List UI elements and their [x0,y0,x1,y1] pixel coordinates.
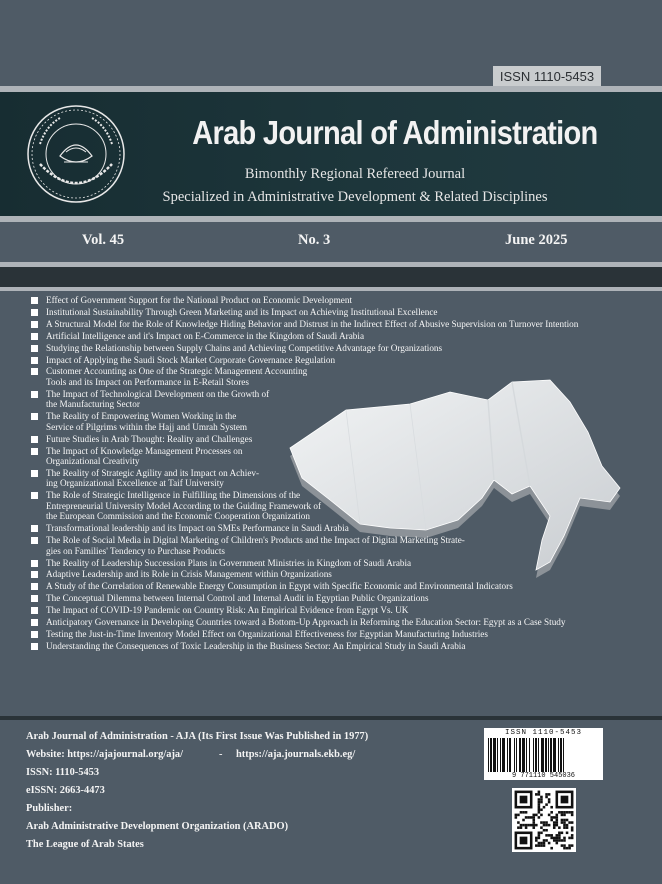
footer-website-link-2[interactable]: https://aja.journals.ekb.eg/ [236,749,356,760]
toc-bullet [31,537,38,544]
toc-entry-line: Studying the Relationship between Supply Chains and Achieving Competitive Advantage for Organizations [46,342,443,353]
arado-seal-logo [26,104,126,204]
volume-label: Vol. 45 [82,232,125,248]
toc-bullet [31,560,38,567]
toc-entry-line: Future Studies in Arab Thought: Reality and Challenges [46,433,253,444]
toc-entry-line: The Reality of Empowering Women Working in the [46,411,237,422]
toc-bullet [31,492,38,499]
barcode [484,728,603,780]
toc-entry-line: Organizational Creativity [46,456,140,466]
footer-journal-info: Arab Journal of Administration - AJA (Its First Issue Was Published in 1977) [26,731,369,742]
barcode-issn-text: ISSN 1110-5453 [504,729,582,737]
barcode-bars [488,738,599,772]
issue-number-label: No. 3 [298,232,331,248]
toc-bullet [31,583,38,590]
footer-publisher: Arab Administrative Development Organization (ARADO) [26,821,289,832]
footer-website-separator: - [219,749,223,760]
toc-entry-line: ing Organizational Excellence at Taif University [46,478,224,489]
toc-entry-line: The Reality of Strategic Agility and its Impact on Achiev- [46,467,260,478]
toc-entry-line: Service of Pilgrims within the Hajj and Umrah System [46,421,248,432]
toc-entry-line: The Impact of Knowledge Management Processes on [46,445,243,456]
toc-entry-line: Tools and its Impact on Performance in E-Retail Stores [46,376,249,387]
journal-subtitle-frequency: Bimonthly Regional Refereed Journal [244,166,466,182]
barcode-digits: 9 771110 545036 [511,772,575,780]
issn-tag: ISSN 1110-5453 [493,66,601,86]
toc-bullet [31,631,38,638]
divider-band [0,267,662,287]
divider-rule-lower [0,287,662,291]
toc-entry-line: The Role of Strategic Intelligence in Fulfilling the Dimensions of the [46,490,301,501]
journal-title: Arab Journal of Administration [192,114,598,151]
toc-bullet [31,436,38,443]
journal-subtitle-scope: Specialized in Administrative Development & Related Disciplines [162,189,548,205]
toc-bullet [31,321,38,328]
toc-entry-line: The Impact of Technological Development on the Growth of [46,388,270,399]
toc-entry-line: the Manufacturing Sector [46,399,140,410]
footer-league: The League of Arab States [26,839,144,850]
toc-bullet [31,368,38,375]
toc-entry-line: Customer Accounting as One of the Strategic Management Accounting [46,366,308,377]
toc-entry-line: Artificial Intelligence and it's Impact on E-Commerce in the Kingdom of Saudi Arabia [46,330,365,341]
toc-entry-line: Testing the Just-in-Time Inventory Model Effect on Organizational Effectiveness for Egyptian Manufacturing Industries [46,628,488,639]
toc-bullet [31,607,38,614]
toc-entry-line: Understanding the Consequences of Toxic Leadership in the Business Sector: An Empirical Study in Saudi Arabia [46,640,466,651]
toc-entry-line: Adaptive Leadership and its Role in Crisis Management within Organizations [46,569,332,580]
toc-bullet [31,391,38,398]
table-of-contents [0,295,662,695]
toc-entry-line: A Study of the Correlation of Renewable Energy Consumption in Egypt with Specific Economic and Environmental Indicators [46,581,513,592]
footer-website-link[interactable]: Website: https://ajajournal.org/aja/ [26,749,184,760]
toc-bullet [31,333,38,340]
toc-bullet [31,309,38,316]
qr-code[interactable] [512,788,576,852]
toc-entry-line: Transformational leadership and its Impact on SMEs Performance in Saudi Arabia [46,523,349,534]
toc-bullet [31,297,38,304]
toc-bullet [31,357,38,364]
toc-entry-line: A Structural Model for the Role of Knowledge Hiding Behavior and Distrust in the Indirect Effect of Abusive Supervision on Turnover Intention [46,318,579,329]
toc-bullet [31,595,38,602]
footer-eissn: eISSN: 2663-4473 [26,785,105,796]
toc-bullet [31,448,38,455]
toc-entry-line: gies on Families' Tendency to Purchase Products [46,545,225,556]
toc-bullet [31,643,38,650]
toc-entry-line: The Impact of COVID-19 Pandemic on Country Risk: An Empirical Evidence from Egypt Vs. UK [46,605,409,616]
footer-issn: ISSN: 1110-5453 [26,767,100,778]
toc-bullet [31,525,38,532]
banner-bottom-rule [0,216,662,222]
toc-bullet [31,470,38,477]
toc-entry-line: The Role of Social Media in Digital Marketing of Children's Products and the Impact of Digital Marketing Strate- [46,535,465,546]
toc-entry-line: The Conceptual Dilemma between Internal Control and Internal Audit in Egyptian Public Organizations [46,593,429,604]
toc-entry-line: Effect of Government Support for the National Product on Economic Development [46,295,353,305]
toc-entry-line: Anticipatory Governance in Developing Countries toward a Bottom-Up Approach in Reforming the Education Sector: Egypt as a Case Study [46,617,566,627]
toc-bullet [31,413,38,420]
toc-entry-line: the European Commission and the Economic Cooperation Organization [46,511,310,522]
issue-date-label: June 2025 [505,232,568,248]
toc-entry-line: Impact of Applying the Saudi Stock Market Corporate Governance Regulation [46,354,336,365]
toc-entry-line: Entrepreneurial University Model According to the Guiding Framework of [46,500,322,511]
footer-publisher-label: Publisher: [26,803,73,814]
toc-bullet [31,345,38,352]
toc-bullet [31,571,38,578]
toc-entry-line: Institutional Sustainability Through Green Marketing and its Impact on Achieving Institutional Excellence [46,306,438,317]
toc-entry-line: The Reality of Leadership Succession Plans in Government Ministries in Kingdom of Saudi Arabia [46,557,412,568]
toc-bullet [31,619,38,626]
